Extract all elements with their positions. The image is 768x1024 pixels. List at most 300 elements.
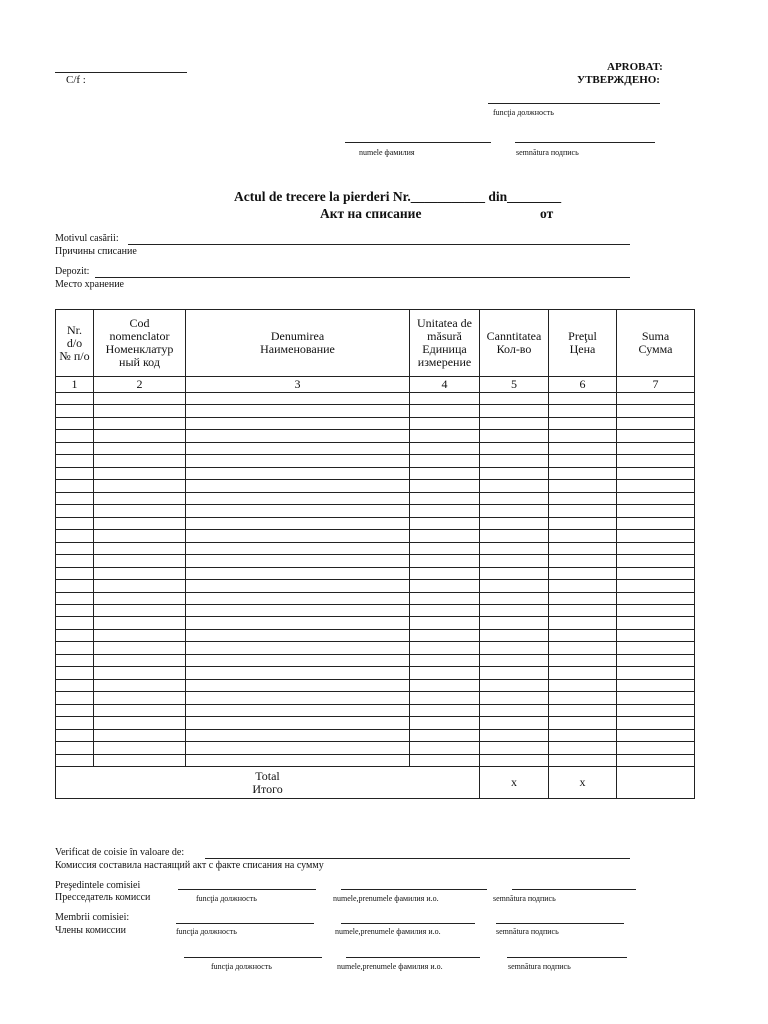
table-row: [56, 679, 695, 691]
table-cell[interactable]: [480, 480, 549, 492]
table-cell[interactable]: [186, 530, 410, 542]
table-row: [56, 704, 695, 716]
table-row: [56, 430, 695, 442]
table-row: [56, 717, 695, 729]
table-cell[interactable]: [56, 505, 94, 517]
table-cell[interactable]: [549, 393, 617, 405]
column-number-row: [56, 377, 695, 393]
member2-function-line[interactable]: [184, 957, 322, 958]
table-cell[interactable]: [549, 430, 617, 442]
table-cell[interactable]: [410, 717, 480, 729]
member1-name-label: numele,prenumele фамилия и.о.: [335, 927, 441, 936]
table-cell[interactable]: [186, 405, 410, 417]
table-row: [56, 667, 695, 679]
table-cell[interactable]: [56, 667, 94, 679]
table-cell[interactable]: [186, 567, 410, 579]
header-sum: Suma Сумма: [617, 310, 695, 377]
table-cell[interactable]: [410, 455, 480, 467]
cf-line[interactable]: [55, 72, 187, 73]
member2-name-label: numele,prenumele фамилия и.о.: [337, 962, 443, 971]
table-cell[interactable]: [56, 692, 94, 704]
table-cell[interactable]: [549, 742, 617, 754]
reason-line[interactable]: [128, 244, 630, 245]
table-cell[interactable]: [480, 505, 549, 517]
table-cell[interactable]: [94, 505, 186, 517]
table-cell[interactable]: [186, 717, 410, 729]
table-cell[interactable]: [94, 442, 186, 454]
table-cell[interactable]: [186, 480, 410, 492]
table-cell[interactable]: [94, 417, 186, 429]
table-cell[interactable]: [410, 592, 480, 604]
table-cell[interactable]: [94, 555, 186, 567]
table-cell[interactable]: [56, 629, 94, 641]
table-cell[interactable]: [617, 717, 695, 729]
table-cell[interactable]: [56, 417, 94, 429]
table-row: [56, 742, 695, 754]
table-cell[interactable]: [549, 629, 617, 641]
table-cell[interactable]: [549, 492, 617, 504]
document-title-ru: Акт на списание: [320, 206, 422, 221]
table-cell[interactable]: [549, 717, 617, 729]
table-row: [56, 480, 695, 492]
table-cell[interactable]: [94, 679, 186, 691]
table-cell[interactable]: [410, 617, 480, 629]
table-cell[interactable]: [549, 542, 617, 554]
table-cell[interactable]: [410, 642, 480, 654]
table-cell[interactable]: [186, 467, 410, 479]
column-number: 7: [617, 377, 695, 393]
table-cell[interactable]: [94, 530, 186, 542]
table-cell[interactable]: [480, 617, 549, 629]
table-cell[interactable]: [617, 442, 695, 454]
table-row: [56, 617, 695, 629]
table-cell[interactable]: [186, 654, 410, 666]
approved-ro: APROBAT:: [607, 61, 663, 73]
table-row: [56, 530, 695, 542]
table-cell[interactable]: [56, 704, 94, 716]
members-label-ru: Члены комиссии: [55, 925, 126, 936]
table-cell[interactable]: [549, 555, 617, 567]
table-cell[interactable]: [480, 530, 549, 542]
table-cell[interactable]: [410, 405, 480, 417]
table-cell[interactable]: [56, 642, 94, 654]
table-cell[interactable]: [549, 480, 617, 492]
table-cell[interactable]: [410, 679, 480, 691]
table-row: [56, 754, 695, 766]
document-title: Actul de trecere la pierderi Nr.___________ din________: [234, 189, 562, 204]
table-row: [56, 555, 695, 567]
table-cell[interactable]: [480, 654, 549, 666]
table-cell[interactable]: [56, 592, 94, 604]
table-cell[interactable]: [186, 604, 410, 616]
table-cell[interactable]: [186, 517, 410, 529]
table-cell[interactable]: [480, 604, 549, 616]
table-cell[interactable]: [480, 692, 549, 704]
table-cell[interactable]: [56, 492, 94, 504]
table-cell[interactable]: [56, 742, 94, 754]
table-cell[interactable]: [56, 430, 94, 442]
table-cell[interactable]: [186, 742, 410, 754]
approver-function-line[interactable]: [488, 103, 660, 104]
table-cell[interactable]: [480, 717, 549, 729]
table-cell[interactable]: [480, 580, 549, 592]
storage-label-ru: Место хранение: [55, 279, 124, 290]
table-cell[interactable]: [94, 542, 186, 554]
total-price: x: [549, 767, 617, 799]
table-cell[interactable]: [94, 654, 186, 666]
table-cell[interactable]: [186, 629, 410, 641]
table-cell[interactable]: [480, 667, 549, 679]
table-cell[interactable]: [94, 393, 186, 405]
table-cell[interactable]: [94, 729, 186, 741]
writeoff-table: [55, 309, 695, 799]
table-cell[interactable]: [549, 604, 617, 616]
table-cell[interactable]: [617, 405, 695, 417]
table-row: [56, 604, 695, 616]
table-cell[interactable]: [617, 580, 695, 592]
table-cell[interactable]: [617, 417, 695, 429]
total-quantity: x: [480, 767, 549, 799]
table-cell[interactable]: [56, 467, 94, 479]
header-name: Denumirea Наименование: [186, 310, 410, 377]
table-cell[interactable]: [410, 542, 480, 554]
table-cell[interactable]: [549, 729, 617, 741]
table-cell[interactable]: [480, 567, 549, 579]
table-cell[interactable]: [410, 629, 480, 641]
table-cell[interactable]: [94, 667, 186, 679]
table-cell[interactable]: [617, 492, 695, 504]
reason-label-ro: Motivul casării:: [55, 233, 119, 244]
president-name-label: numele,prenumele фамилия и.о.: [333, 894, 439, 903]
approver-surname-label: numele фамилия: [359, 148, 415, 157]
approver-function-label: funcţia должность: [493, 108, 554, 117]
table-cell[interactable]: [617, 654, 695, 666]
table-cell[interactable]: [94, 604, 186, 616]
approved-ru: УТВЕРЖДЕНО:: [577, 74, 660, 86]
table-cell[interactable]: [617, 667, 695, 679]
table-cell[interactable]: [410, 417, 480, 429]
reason-label-ru: Причины списание: [55, 246, 137, 257]
table-cell[interactable]: [549, 679, 617, 691]
table-cell[interactable]: [410, 654, 480, 666]
table-cell[interactable]: [617, 467, 695, 479]
table-cell[interactable]: [56, 517, 94, 529]
table-cell[interactable]: [186, 692, 410, 704]
table-cell[interactable]: [94, 567, 186, 579]
table-cell[interactable]: [617, 430, 695, 442]
table-cell[interactable]: [410, 580, 480, 592]
table-cell[interactable]: [186, 617, 410, 629]
header-nr: Nr. d/o № п/о: [56, 310, 94, 377]
table-cell[interactable]: [549, 617, 617, 629]
table-cell[interactable]: [94, 704, 186, 716]
table-row: [56, 692, 695, 704]
table-cell[interactable]: [410, 393, 480, 405]
member1-function-line[interactable]: [176, 923, 314, 924]
table-cell[interactable]: [56, 542, 94, 554]
table-cell[interactable]: [480, 467, 549, 479]
table-cell[interactable]: [186, 667, 410, 679]
table-cell[interactable]: [186, 492, 410, 504]
table-cell[interactable]: [617, 729, 695, 741]
verified-amount-line[interactable]: [205, 858, 630, 859]
table-cell[interactable]: [410, 704, 480, 716]
member1-name-line[interactable]: [341, 923, 475, 924]
table-cell[interactable]: [549, 417, 617, 429]
header-code: Cod nomenclator Номенклатур ный код: [94, 310, 186, 377]
president-signature-line[interactable]: [512, 889, 636, 890]
table-row: [56, 729, 695, 741]
table-cell[interactable]: [549, 580, 617, 592]
table-cell[interactable]: [56, 754, 94, 766]
table-cell[interactable]: [186, 729, 410, 741]
table-cell[interactable]: [617, 505, 695, 517]
table-cell[interactable]: [480, 492, 549, 504]
table-cell[interactable]: [549, 530, 617, 542]
table-cell[interactable]: [617, 542, 695, 554]
column-number: 2: [94, 377, 186, 393]
table-cell[interactable]: [549, 467, 617, 479]
table-cell[interactable]: [480, 704, 549, 716]
approver-signature-label: semnătura подпись: [516, 148, 579, 157]
table-cell[interactable]: [186, 555, 410, 567]
table-cell[interactable]: [94, 467, 186, 479]
table-cell[interactable]: [94, 592, 186, 604]
table-row: [56, 629, 695, 641]
table-cell[interactable]: [410, 492, 480, 504]
table-cell[interactable]: [480, 430, 549, 442]
table-cell[interactable]: [186, 542, 410, 554]
table-cell[interactable]: [56, 393, 94, 405]
table-cell[interactable]: [410, 604, 480, 616]
table-cell[interactable]: [410, 742, 480, 754]
table-cell[interactable]: [56, 567, 94, 579]
members-label-ro: Membrii comisiei:: [55, 912, 130, 923]
table-cell[interactable]: [56, 617, 94, 629]
table-cell[interactable]: [94, 405, 186, 417]
table-row: [56, 567, 695, 579]
table-cell[interactable]: [480, 442, 549, 454]
column-number: 3: [186, 377, 410, 393]
member1-signature-label: semnătura подпись: [496, 927, 559, 936]
table-cell[interactable]: [549, 517, 617, 529]
table-cell[interactable]: [56, 679, 94, 691]
table-cell[interactable]: [617, 679, 695, 691]
header-unit: Unitatea de măsură Единица измерение: [410, 310, 480, 377]
table-cell[interactable]: [94, 742, 186, 754]
table-cell[interactable]: [94, 717, 186, 729]
table-cell[interactable]: [617, 567, 695, 579]
table-cell[interactable]: [617, 530, 695, 542]
table-cell[interactable]: [549, 567, 617, 579]
table-cell[interactable]: [186, 592, 410, 604]
table-cell[interactable]: [94, 517, 186, 529]
table-cell[interactable]: [410, 530, 480, 542]
table-cell[interactable]: [186, 704, 410, 716]
table-cell[interactable]: [56, 530, 94, 542]
table-cell[interactable]: [549, 592, 617, 604]
table-cell[interactable]: [617, 604, 695, 616]
table-row: [56, 592, 695, 604]
table-cell[interactable]: [410, 430, 480, 442]
table-cell[interactable]: [480, 629, 549, 641]
table-cell[interactable]: [186, 430, 410, 442]
table-cell[interactable]: [186, 417, 410, 429]
table-cell[interactable]: [410, 729, 480, 741]
table-cell[interactable]: [186, 642, 410, 654]
table-cell[interactable]: [617, 455, 695, 467]
column-number: 5: [480, 377, 549, 393]
table-row: [56, 542, 695, 554]
table-cell[interactable]: [56, 555, 94, 567]
table-cell[interactable]: [549, 704, 617, 716]
table-cell[interactable]: [480, 405, 549, 417]
storage-label-ro: Depozit:: [55, 266, 90, 277]
header-quantity: Canntitatea Кол-во: [480, 310, 549, 377]
table-row: [56, 405, 695, 417]
president-label-ru: Пресседатель комисси: [55, 892, 151, 903]
table-cell[interactable]: [186, 679, 410, 691]
table-cell[interactable]: [617, 517, 695, 529]
table-cell[interactable]: [480, 542, 549, 554]
table-cell[interactable]: [480, 679, 549, 691]
table-cell[interactable]: [56, 604, 94, 616]
table-cell[interactable]: [186, 393, 410, 405]
table-cell[interactable]: [410, 692, 480, 704]
table-row: [56, 580, 695, 592]
table-cell[interactable]: [617, 617, 695, 629]
table-cell[interactable]: [56, 580, 94, 592]
table-cell[interactable]: [617, 742, 695, 754]
table-row: [56, 417, 695, 429]
table-row: [56, 455, 695, 467]
table-cell[interactable]: [617, 754, 695, 766]
table-cell[interactable]: [549, 654, 617, 666]
table-cell[interactable]: [94, 455, 186, 467]
total-label: Total Итого: [56, 767, 480, 799]
president-function-label: funcţia должность: [196, 894, 257, 903]
table-row: [56, 505, 695, 517]
table-cell[interactable]: [480, 592, 549, 604]
table-cell[interactable]: [410, 667, 480, 679]
table-cell[interactable]: [94, 480, 186, 492]
table-cell[interactable]: [56, 455, 94, 467]
table-cell[interactable]: [56, 405, 94, 417]
table-cell[interactable]: [94, 617, 186, 629]
document-title-ru-date: от: [540, 206, 554, 221]
table-cell[interactable]: [410, 442, 480, 454]
table-cell[interactable]: [549, 505, 617, 517]
member2-signature-line[interactable]: [507, 957, 627, 958]
president-name-line[interactable]: [341, 889, 487, 890]
table-cell[interactable]: [549, 692, 617, 704]
table-cell[interactable]: [617, 704, 695, 716]
verified-label-ro: Verificat de coisie în valoare de:: [55, 847, 185, 858]
table-cell[interactable]: [617, 692, 695, 704]
table-cell[interactable]: [549, 642, 617, 654]
member2-name-line[interactable]: [346, 957, 480, 958]
member2-function-label: funcţia должность: [211, 962, 272, 971]
table-cell[interactable]: [186, 754, 410, 766]
approver-surname-line[interactable]: [345, 142, 491, 143]
table-cell[interactable]: [480, 742, 549, 754]
table-cell[interactable]: [480, 455, 549, 467]
table-cell[interactable]: [56, 654, 94, 666]
table-row: [56, 654, 695, 666]
table-cell[interactable]: [549, 455, 617, 467]
table-cell[interactable]: [480, 555, 549, 567]
table-cell[interactable]: [549, 442, 617, 454]
table-cell[interactable]: [94, 580, 186, 592]
president-signature-label: semnătura подпись: [493, 894, 556, 903]
table-cell[interactable]: [480, 642, 549, 654]
table-cell[interactable]: [549, 667, 617, 679]
table-cell[interactable]: [56, 442, 94, 454]
table-row: [56, 467, 695, 479]
table-row: [56, 492, 695, 504]
table-cell[interactable]: [186, 442, 410, 454]
table-cell[interactable]: [94, 692, 186, 704]
table-cell[interactable]: [186, 505, 410, 517]
table-cell[interactable]: [549, 754, 617, 766]
table-cell[interactable]: [410, 467, 480, 479]
president-function-line[interactable]: [178, 889, 316, 890]
table-cell[interactable]: [94, 430, 186, 442]
header-price: Preţul Цена: [549, 310, 617, 377]
table-cell[interactable]: [480, 729, 549, 741]
table-cell[interactable]: [94, 492, 186, 504]
table-cell[interactable]: [410, 555, 480, 567]
total-sum[interactable]: [617, 767, 695, 799]
table-cell[interactable]: [94, 754, 186, 766]
table-cell[interactable]: [410, 505, 480, 517]
column-number: 1: [56, 377, 94, 393]
table-cell[interactable]: [410, 754, 480, 766]
table-row: [56, 642, 695, 654]
table-cell[interactable]: [617, 629, 695, 641]
storage-line[interactable]: [95, 277, 630, 278]
table-cell[interactable]: [617, 480, 695, 492]
table-cell[interactable]: [617, 642, 695, 654]
table-cell[interactable]: [549, 405, 617, 417]
table-cell[interactable]: [94, 629, 186, 641]
table-cell[interactable]: [56, 480, 94, 492]
table-row: [56, 517, 695, 529]
table-cell[interactable]: [617, 555, 695, 567]
table-cell[interactable]: [186, 455, 410, 467]
table-cell[interactable]: [480, 517, 549, 529]
member2-signature-label: semnătura подпись: [508, 962, 571, 971]
table-cell[interactable]: [186, 580, 410, 592]
total-row: [56, 767, 695, 799]
president-label-ro: Preşedintele comisiei: [55, 880, 141, 891]
table-cell[interactable]: [617, 592, 695, 604]
table-cell[interactable]: [94, 642, 186, 654]
table-cell[interactable]: [480, 393, 549, 405]
table-row: [56, 442, 695, 454]
cf-label: C/f :: [66, 74, 86, 86]
table-cell[interactable]: [617, 393, 695, 405]
table-cell[interactable]: [480, 754, 549, 766]
table-cell[interactable]: [410, 517, 480, 529]
table-cell[interactable]: [410, 480, 480, 492]
approver-signature-line[interactable]: [515, 142, 655, 143]
table-cell[interactable]: [56, 717, 94, 729]
table-cell[interactable]: [56, 729, 94, 741]
table-cell[interactable]: [410, 567, 480, 579]
table-cell[interactable]: [480, 417, 549, 429]
member1-signature-line[interactable]: [496, 923, 624, 924]
